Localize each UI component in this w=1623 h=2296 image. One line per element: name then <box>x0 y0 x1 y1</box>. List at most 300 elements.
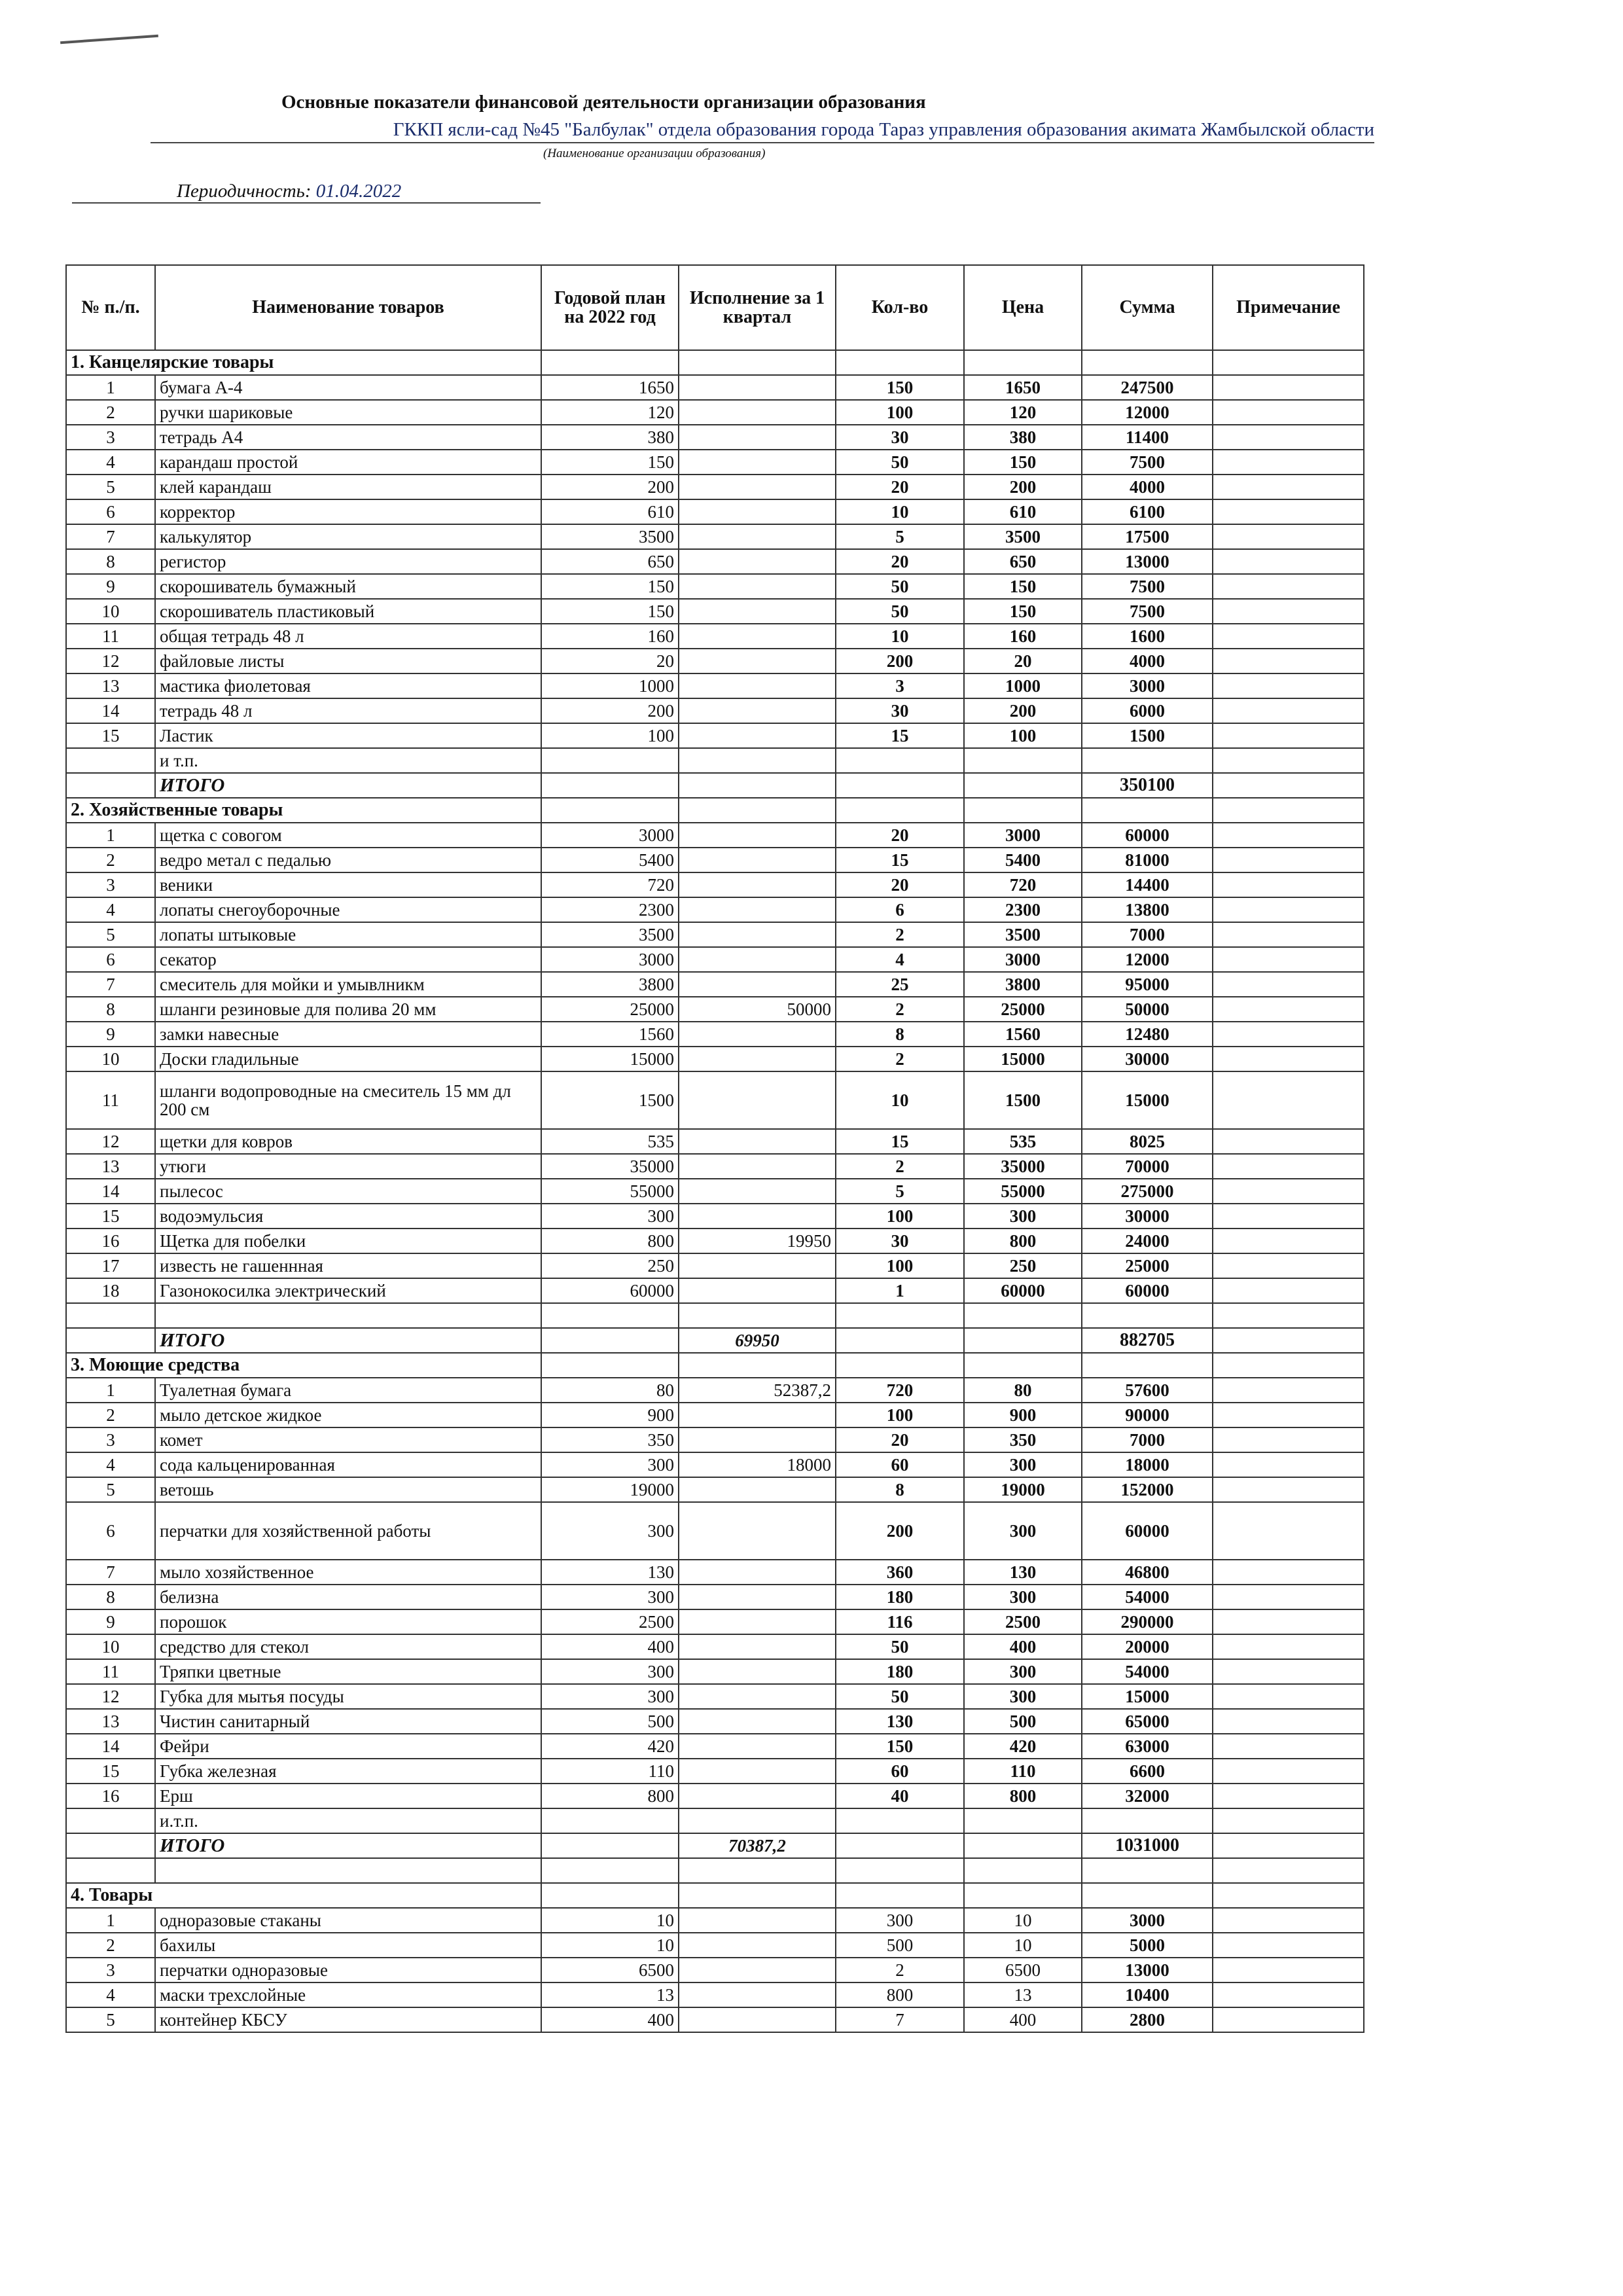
cell-sum: 70000 <box>1082 1154 1213 1179</box>
cell-qty: 20 <box>836 549 964 574</box>
cell-price: 1000 <box>964 673 1082 698</box>
cell-sum: 7500 <box>1082 599 1213 624</box>
cell-price: 1560 <box>964 1022 1082 1047</box>
cell-num: 14 <box>66 1734 155 1759</box>
empty-cell <box>964 350 1082 375</box>
cell-note <box>1213 624 1364 649</box>
cell-num <box>66 773 155 798</box>
cell-price: 500 <box>964 1709 1082 1734</box>
table-row <box>66 1560 1364 1585</box>
cell-price: 900 <box>964 1403 1082 1427</box>
cell-price: 250 <box>964 1253 1082 1278</box>
cell-plan <box>541 1833 679 1858</box>
table-row <box>66 897 1364 922</box>
cell-plan: 1500 <box>541 1071 679 1129</box>
cell-note <box>1213 698 1364 723</box>
cell-exec <box>679 1709 836 1734</box>
cell-note <box>1213 922 1364 947</box>
cell-name: контейнер КБСУ <box>155 2007 541 2032</box>
cell-sum <box>1082 1808 1213 1833</box>
empty-cell <box>679 1883 836 1908</box>
empty-cell <box>964 1353 1082 1378</box>
cell-price: 535 <box>964 1129 1082 1154</box>
cell-name: клей карандаш <box>155 475 541 499</box>
cell-name: Ерш <box>155 1784 541 1808</box>
empty-cell <box>541 1353 679 1378</box>
cell-name: утюги <box>155 1154 541 1179</box>
empty-cell <box>836 350 964 375</box>
cell-price: 5400 <box>964 848 1082 872</box>
cell-num <box>66 748 155 773</box>
cell-num: 5 <box>66 2007 155 2032</box>
period-value: 01.04.2022 <box>315 181 402 202</box>
cell-price: 650 <box>964 549 1082 574</box>
cell-name: щетки для ковров <box>155 1129 541 1154</box>
table-row <box>66 1659 1364 1684</box>
cell-qty: 15 <box>836 1129 964 1154</box>
cell-num: 2 <box>66 848 155 872</box>
cell-price: 800 <box>964 1229 1082 1253</box>
cell-price: 150 <box>964 574 1082 599</box>
table-row <box>66 972 1364 997</box>
cell-qty: 6 <box>836 897 964 922</box>
empty-cell <box>1082 1353 1213 1378</box>
section-title: 3. Моющие средства <box>66 1353 541 1378</box>
cell-price: 3800 <box>964 972 1082 997</box>
cell-num: 3 <box>66 1958 155 1982</box>
cell-num: 6 <box>66 947 155 972</box>
cell-num: 1 <box>66 375 155 400</box>
cell-num: 8 <box>66 549 155 574</box>
empty-cell <box>836 1858 964 1883</box>
cell-note <box>1213 1403 1364 1427</box>
cell-name: маски трехслойные <box>155 1982 541 2007</box>
cell-price: 150 <box>964 599 1082 624</box>
cell-qty: 800 <box>836 1982 964 2007</box>
cell-plan: 130 <box>541 1560 679 1585</box>
cell-name: ветошь <box>155 1477 541 1502</box>
cell-price: 10 <box>964 1933 1082 1958</box>
cell-price: 13 <box>964 1982 1082 2007</box>
cell-note <box>1213 1278 1364 1303</box>
cell-sum: 12480 <box>1082 1022 1213 1047</box>
total-sum: 350100 <box>1082 773 1213 798</box>
table-row <box>66 823 1364 848</box>
cell-exec <box>679 400 836 425</box>
cell-price <box>964 1833 1082 1858</box>
table-row <box>66 574 1364 599</box>
cell-name: перчатки для хозяйственной работы <box>155 1502 541 1560</box>
empty-cell <box>964 1858 1082 1883</box>
cell-num: 6 <box>66 499 155 524</box>
cell-note <box>1213 375 1364 400</box>
cell-note <box>1213 549 1364 574</box>
cell-sum: 30000 <box>1082 1204 1213 1229</box>
cell-exec <box>679 848 836 872</box>
cell-plan <box>541 1808 679 1833</box>
table-row <box>66 1684 1364 1709</box>
section-title: 2. Хозяйственные товары <box>66 798 541 823</box>
cell-num <box>66 1328 155 1353</box>
cell-name: скорошиватель бумажный <box>155 574 541 599</box>
cell-qty: 2 <box>836 1958 964 1982</box>
cell-sum: 54000 <box>1082 1659 1213 1684</box>
cell-qty: 100 <box>836 400 964 425</box>
cell-price: 3000 <box>964 947 1082 972</box>
cell-exec <box>679 1784 836 1808</box>
table-row <box>66 1477 1364 1502</box>
cell-plan: 250 <box>541 1253 679 1278</box>
cell-name: порошок <box>155 1609 541 1634</box>
cell-qty: 15 <box>836 723 964 748</box>
cell-price: 200 <box>964 698 1082 723</box>
cell-num: 12 <box>66 1129 155 1154</box>
cell-sum: 63000 <box>1082 1734 1213 1759</box>
cell-qty <box>836 1808 964 1833</box>
empty-cell <box>836 798 964 823</box>
table-row <box>66 524 1364 549</box>
cell-num: 2 <box>66 1403 155 1427</box>
cell-exec <box>679 649 836 673</box>
table-row <box>66 1229 1364 1253</box>
cell-name: Доски гладильные <box>155 1047 541 1071</box>
cell-plan: 2500 <box>541 1609 679 1634</box>
cell-sum: 60000 <box>1082 1502 1213 1560</box>
cell-sum: 11400 <box>1082 425 1213 450</box>
cell-price: 380 <box>964 425 1082 450</box>
cell-note <box>1213 972 1364 997</box>
cell-sum: 247500 <box>1082 375 1213 400</box>
cell-plan: 500 <box>541 1709 679 1734</box>
cell-plan: 10 <box>541 1908 679 1933</box>
cell-note <box>1213 1609 1364 1634</box>
cell-note <box>1213 574 1364 599</box>
cell-qty: 25 <box>836 972 964 997</box>
cell-note <box>1213 1784 1364 1808</box>
table-row <box>66 1154 1364 1179</box>
cell-note <box>1213 1634 1364 1659</box>
cell-note <box>1213 1709 1364 1734</box>
cell-exec <box>679 1154 836 1179</box>
total-sum: 1031000 <box>1082 1833 1213 1858</box>
cell-note <box>1213 1154 1364 1179</box>
cell-note <box>1213 1759 1364 1784</box>
empty-cell <box>155 1858 541 1883</box>
cell-plan: 19000 <box>541 1477 679 1502</box>
cell-price: 300 <box>964 1502 1082 1560</box>
cell-qty: 150 <box>836 1734 964 1759</box>
cell-note <box>1213 499 1364 524</box>
cell-qty: 2 <box>836 1047 964 1071</box>
cell-plan <box>541 748 679 773</box>
cell-price: 19000 <box>964 1477 1082 1502</box>
cell-plan: 800 <box>541 1229 679 1253</box>
cell-note <box>1213 1179 1364 1204</box>
table-row <box>66 673 1364 698</box>
cell-note <box>1213 400 1364 425</box>
table-row <box>66 1634 1364 1659</box>
cell-name: мыло детское жидкое <box>155 1403 541 1427</box>
cell-note <box>1213 2007 1364 2032</box>
cell-num: 5 <box>66 475 155 499</box>
total-row <box>66 773 1364 798</box>
cell-sum <box>1082 1303 1213 1328</box>
cell-price: 150 <box>964 450 1082 475</box>
table-row <box>66 1784 1364 1808</box>
cell-plan: 1560 <box>541 1022 679 1047</box>
table-row <box>66 1179 1364 1204</box>
cell-num: 3 <box>66 425 155 450</box>
cell-sum: 6100 <box>1082 499 1213 524</box>
cell-sum: 1500 <box>1082 723 1213 748</box>
cell-sum: 3000 <box>1082 673 1213 698</box>
cell-note <box>1213 997 1364 1022</box>
cell-price: 300 <box>964 1204 1082 1229</box>
cell-exec <box>679 1071 836 1129</box>
table-row <box>66 748 1364 773</box>
cell-qty: 10 <box>836 1071 964 1129</box>
cell-note <box>1213 1908 1364 1933</box>
cell-qty <box>836 1328 964 1353</box>
table-row <box>66 475 1364 499</box>
cell-qty: 20 <box>836 823 964 848</box>
cell-sum: 2800 <box>1082 2007 1213 2032</box>
empty-cell <box>1213 1883 1364 1908</box>
cell-exec <box>679 1278 836 1303</box>
cell-plan: 300 <box>541 1659 679 1684</box>
cell-note <box>1213 1022 1364 1047</box>
table-row <box>66 375 1364 400</box>
cell-sum: 7000 <box>1082 1427 1213 1452</box>
cell-exec <box>679 1634 836 1659</box>
cell-name: ведро метал с педалью <box>155 848 541 872</box>
cell-price: 300 <box>964 1684 1082 1709</box>
cell-qty <box>836 748 964 773</box>
cell-price: 3500 <box>964 922 1082 947</box>
cell-plan: 13 <box>541 1982 679 2007</box>
cell-price: 3500 <box>964 524 1082 549</box>
cell-note <box>1213 897 1364 922</box>
cell-sum: 6600 <box>1082 1759 1213 1784</box>
cell-plan: 3500 <box>541 922 679 947</box>
cell-qty: 8 <box>836 1022 964 1047</box>
cell-exec <box>679 872 836 897</box>
cell-sum: 12000 <box>1082 400 1213 425</box>
cell-exec <box>679 1933 836 1958</box>
cell-name: ручки шариковые <box>155 400 541 425</box>
cell-num: 4 <box>66 450 155 475</box>
cell-qty: 2 <box>836 997 964 1022</box>
cell-exec <box>679 450 836 475</box>
cell-note <box>1213 1204 1364 1229</box>
table-row <box>66 698 1364 723</box>
table-row <box>66 1709 1364 1734</box>
cell-num: 12 <box>66 649 155 673</box>
cell-sum: 275000 <box>1082 1179 1213 1204</box>
cell-plan: 150 <box>541 574 679 599</box>
table-row <box>66 1129 1364 1154</box>
cell-plan: 2300 <box>541 897 679 922</box>
cell-exec <box>679 823 836 848</box>
cell-exec <box>679 1129 836 1154</box>
cell-sum: 90000 <box>1082 1403 1213 1427</box>
cell-qty: 180 <box>836 1585 964 1609</box>
cell-num: 14 <box>66 698 155 723</box>
cell-plan: 720 <box>541 872 679 897</box>
cell-exec <box>679 723 836 748</box>
cell-plan: 300 <box>541 1684 679 1709</box>
table-row <box>66 1452 1364 1477</box>
table-row <box>66 872 1364 897</box>
cell-name: Газонокосилка электрический <box>155 1278 541 1303</box>
cell-plan: 5400 <box>541 848 679 872</box>
table-row <box>66 1204 1364 1229</box>
cell-exec <box>679 475 836 499</box>
cell-qty: 60 <box>836 1759 964 1784</box>
cell-exec <box>679 1303 836 1328</box>
cell-num: 7 <box>66 972 155 997</box>
cell-exec <box>679 1759 836 1784</box>
cell-sum: 10400 <box>1082 1982 1213 2007</box>
cell-name: водоэмульсия <box>155 1204 541 1229</box>
cell-name: Туалетная бумага <box>155 1378 541 1403</box>
cell-sum: 13000 <box>1082 1958 1213 1982</box>
cell-num: 4 <box>66 1452 155 1477</box>
cell-plan: 350 <box>541 1427 679 1452</box>
cell-qty: 100 <box>836 1253 964 1278</box>
cell-qty: 200 <box>836 1502 964 1560</box>
cell-num: 16 <box>66 1229 155 1253</box>
cell-plan: 55000 <box>541 1179 679 1204</box>
cell-sum: 12000 <box>1082 947 1213 972</box>
cell-name: веники <box>155 872 541 897</box>
cell-exec <box>679 897 836 922</box>
table-row <box>66 1609 1364 1634</box>
cell-plan: 3800 <box>541 972 679 997</box>
cell-num: 5 <box>66 1477 155 1502</box>
cell-name: регистор <box>155 549 541 574</box>
table-row <box>66 997 1364 1022</box>
cell-sum: 60000 <box>1082 823 1213 848</box>
cell-price <box>964 1328 1082 1353</box>
cell-exec <box>679 375 836 400</box>
table-header-row <box>66 265 1364 350</box>
cell-price: 80 <box>964 1378 1082 1403</box>
cell-price: 120 <box>964 400 1082 425</box>
cell-num: 8 <box>66 997 155 1022</box>
cell-exec <box>679 1734 836 1759</box>
empty-cell <box>964 1883 1082 1908</box>
cell-sum: 24000 <box>1082 1229 1213 1253</box>
cell-exec <box>679 1684 836 1709</box>
cell-plan: 380 <box>541 425 679 450</box>
cell-num: 15 <box>66 1759 155 1784</box>
cell-price: 60000 <box>964 1278 1082 1303</box>
cell-name: одноразовые стаканы <box>155 1908 541 1933</box>
cell-name: шланги резиновые для полива 20 мм <box>155 997 541 1022</box>
cell-exec <box>679 1253 836 1278</box>
cell-name: секатор <box>155 947 541 972</box>
table-row <box>66 1303 1364 1328</box>
cell-sum: 290000 <box>1082 1609 1213 1634</box>
empty-cell <box>836 1353 964 1378</box>
cell-exec <box>679 1609 836 1634</box>
cell-num: 7 <box>66 1560 155 1585</box>
table-row <box>66 649 1364 673</box>
table-row <box>66 1378 1364 1403</box>
section-title: 1. Канцелярские товары <box>66 350 541 375</box>
cell-num: 10 <box>66 1634 155 1659</box>
cell-price: 100 <box>964 723 1082 748</box>
table-row <box>66 624 1364 649</box>
cell-sum: 20000 <box>1082 1634 1213 1659</box>
cell-plan: 150 <box>541 450 679 475</box>
cell-sum: 57600 <box>1082 1378 1213 1403</box>
cell-qty: 10 <box>836 624 964 649</box>
table-row <box>66 1908 1364 1933</box>
cell-qty: 150 <box>836 375 964 400</box>
cell-plan: 110 <box>541 1759 679 1784</box>
cell-exec <box>679 1047 836 1071</box>
cell-name: бумага А-4 <box>155 375 541 400</box>
cell-note <box>1213 1129 1364 1154</box>
cell-sum: 8025 <box>1082 1129 1213 1154</box>
cell-note <box>1213 1427 1364 1452</box>
cell-note <box>1213 1502 1364 1560</box>
cell-num: 13 <box>66 1709 155 1734</box>
col-header-sum: Сумма <box>1082 265 1213 350</box>
cell-price: 200 <box>964 475 1082 499</box>
cell-qty: 5 <box>836 1179 964 1204</box>
cell-name <box>155 1303 541 1328</box>
cell-name: средство для стекол <box>155 1634 541 1659</box>
cell-plan: 800 <box>541 1784 679 1808</box>
cell-num: 11 <box>66 1659 155 1684</box>
cell-price: 25000 <box>964 997 1082 1022</box>
cell-price: 35000 <box>964 1154 1082 1179</box>
cell-num: 5 <box>66 922 155 947</box>
cell-qty: 50 <box>836 1634 964 1659</box>
cell-sum: 30000 <box>1082 1047 1213 1071</box>
table-row <box>66 1759 1364 1784</box>
cell-price: 800 <box>964 1784 1082 1808</box>
table-row <box>66 1253 1364 1278</box>
cell-sum: 18000 <box>1082 1452 1213 1477</box>
table-row <box>66 1734 1364 1759</box>
cell-sum: 17500 <box>1082 524 1213 549</box>
cell-plan <box>541 1303 679 1328</box>
cell-price: 3000 <box>964 823 1082 848</box>
blank-row <box>66 1858 1364 1883</box>
cell-note <box>1213 1833 1364 1858</box>
cell-num: 2 <box>66 400 155 425</box>
cell-name: сода кальценированная <box>155 1452 541 1477</box>
cell-plan: 200 <box>541 698 679 723</box>
cell-exec <box>679 922 836 947</box>
cell-sum: 15000 <box>1082 1684 1213 1709</box>
table-row <box>66 947 1364 972</box>
cell-sum: 5000 <box>1082 1933 1213 1958</box>
cell-sum: 46800 <box>1082 1560 1213 1585</box>
cell-name: Щетка для побелки <box>155 1229 541 1253</box>
cell-sum: 7500 <box>1082 574 1213 599</box>
cell-price: 2300 <box>964 897 1082 922</box>
table-row <box>66 1278 1364 1303</box>
cell-note <box>1213 599 1364 624</box>
cell-name: щетка с совогом <box>155 823 541 848</box>
cell-qty: 4 <box>836 947 964 972</box>
cell-num: 1 <box>66 1908 155 1933</box>
